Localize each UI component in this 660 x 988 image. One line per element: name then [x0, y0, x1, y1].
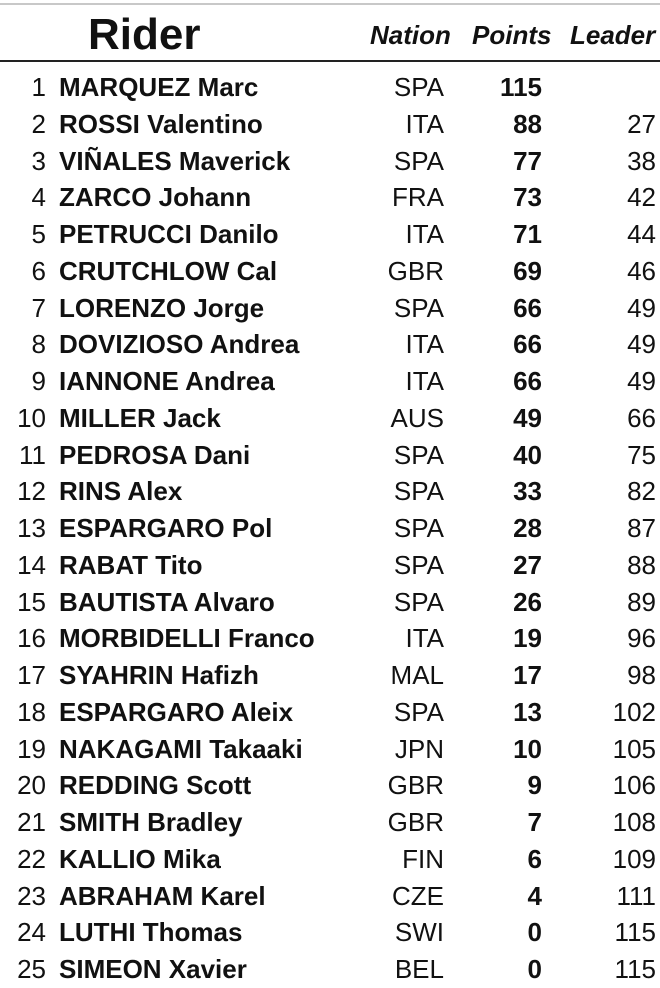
- rider-points: 7: [527, 807, 542, 837]
- standings-header: [0, 8, 660, 62]
- rider-position: 25: [17, 954, 46, 984]
- rider-name: ESPARGARO Aleix: [59, 696, 294, 727]
- rider-points: 10: [513, 733, 542, 764]
- rider-name: SIMEON Xavier: [59, 954, 247, 984]
- rider-nation: AUS: [390, 402, 444, 433]
- rider-nation: SPA: [393, 513, 444, 543]
- rider-points: 26: [513, 586, 542, 617]
- rider-position: 9: [31, 366, 46, 396]
- rider-points: 19: [513, 623, 542, 654]
- rider-name: RINS Alex: [59, 476, 183, 507]
- table-row: [0, 878, 660, 915]
- rider-nation: ITA: [405, 329, 444, 360]
- rider-nation: CZE: [392, 880, 444, 911]
- gap-to-leader: 66: [627, 402, 656, 433]
- rider-points: 0: [527, 917, 542, 948]
- rider-name: PEDROSA Dani: [59, 439, 251, 470]
- table-row: [0, 694, 660, 731]
- gap-to-leader: 46: [627, 255, 656, 286]
- rider-name: NAKAGAMI Takaaki: [59, 733, 303, 764]
- rider-nation: ITA: [405, 623, 444, 654]
- table-row: [0, 804, 660, 841]
- rider-name: BAUTISTA Alvaro: [59, 586, 275, 617]
- table-row: [0, 914, 660, 951]
- table-row: [0, 290, 660, 327]
- table-row: [0, 216, 660, 253]
- rider-name: CRUTCHLOW Cal: [59, 255, 278, 286]
- rider-position: 13: [17, 513, 46, 543]
- rider-position: 10: [17, 402, 46, 433]
- rider-name: VIÑALES Maverick: [59, 145, 291, 176]
- rider-name: SYAHRIN Hafizh: [59, 660, 259, 690]
- rider-points: 33: [513, 476, 542, 507]
- rider-nation: GBR: [387, 255, 444, 286]
- header-points: Points: [472, 20, 552, 50]
- standings-table: [0, 69, 660, 988]
- table-row: [0, 69, 660, 106]
- table-row: [0, 253, 660, 290]
- rider-nation: SPA: [393, 145, 444, 176]
- rider-nation: FIN: [402, 843, 444, 874]
- gap-to-leader: 115: [614, 954, 656, 984]
- rider-points: 66: [513, 366, 542, 396]
- rider-position: 2: [31, 108, 46, 139]
- rider-points: 115: [500, 72, 542, 102]
- table-row: [0, 473, 660, 510]
- rider-name: IANNONE Andrea: [59, 366, 275, 396]
- rider-name: ESPARGARO Pol: [59, 513, 273, 543]
- gap-to-leader: 42: [627, 182, 656, 213]
- table-row: [0, 437, 660, 474]
- gap-to-leader: 49: [627, 292, 656, 323]
- rider-points: 0: [527, 954, 542, 984]
- rider-position: 21: [17, 807, 46, 837]
- rider-points: 4: [527, 880, 542, 911]
- rider-nation: ITA: [405, 219, 444, 249]
- rider-points: 69: [513, 255, 542, 286]
- gap-to-leader: 115: [614, 917, 656, 948]
- table-row: [0, 510, 660, 547]
- table-row: [0, 400, 660, 437]
- rider-name: MILLER Jack: [59, 402, 221, 433]
- header-leader: Leader: [570, 20, 656, 50]
- rider-name: MORBIDELLI Franco: [59, 623, 315, 654]
- header-nation: Nation: [370, 20, 451, 50]
- rider-position: 20: [17, 770, 46, 801]
- table-row: [0, 841, 660, 878]
- rider-nation: SPA: [393, 476, 444, 507]
- rider-name: ABRAHAM Karel: [59, 880, 266, 911]
- rider-position: 18: [17, 696, 46, 727]
- rider-points: 66: [513, 329, 542, 360]
- gap-to-leader: 87: [627, 513, 656, 543]
- rider-nation: GBR: [387, 807, 444, 837]
- gap-to-leader: 105: [612, 733, 656, 764]
- rider-nation: FRA: [392, 182, 444, 213]
- gap-to-leader: 98: [627, 660, 656, 690]
- table-row: [0, 731, 660, 768]
- table-row: [0, 584, 660, 621]
- table-row: [0, 106, 660, 143]
- rider-position: 6: [31, 255, 46, 286]
- rider-points: 40: [513, 439, 542, 470]
- rider-nation: SPA: [393, 696, 444, 727]
- gap-to-leader: 108: [612, 807, 656, 837]
- table-row: [0, 620, 660, 657]
- rider-points: 13: [513, 696, 542, 727]
- gap-to-leader: 89: [627, 586, 656, 617]
- rider-nation: ITA: [405, 366, 444, 396]
- rider-points: 73: [513, 182, 542, 213]
- table-row: [0, 143, 660, 180]
- rider-name: ROSSI Valentino: [59, 108, 263, 139]
- table-row: [0, 179, 660, 216]
- rider-position: 15: [17, 586, 46, 617]
- gap-to-leader: 102: [612, 696, 656, 727]
- rider-nation: BEL: [394, 954, 444, 984]
- rider-name: ZARCO Johann: [59, 182, 252, 213]
- rider-position: 11: [19, 439, 46, 470]
- rider-points: 49: [513, 402, 542, 433]
- rider-points: 71: [513, 219, 542, 249]
- gap-to-leader: 82: [627, 476, 656, 507]
- rider-nation: MAL: [390, 660, 444, 690]
- table-row: [0, 326, 660, 363]
- rider-points: 6: [527, 843, 542, 874]
- rider-points: 28: [513, 513, 542, 543]
- rider-position: 23: [17, 880, 46, 911]
- rider-position: 4: [31, 182, 46, 213]
- rider-position: 3: [31, 145, 46, 176]
- rider-nation: SPA: [393, 72, 444, 102]
- gap-to-leader: 44: [627, 219, 656, 249]
- table-row: [0, 767, 660, 804]
- gap-to-leader: 27: [627, 108, 656, 139]
- rider-position: 16: [17, 623, 46, 654]
- rider-position: 1: [31, 72, 46, 102]
- rider-nation: GBR: [387, 770, 444, 801]
- top-divider: [0, 3, 660, 5]
- rider-points: 17: [513, 660, 542, 690]
- gap-to-leader: 49: [627, 329, 656, 360]
- rider-name: DOVIZIOSO Andrea: [59, 329, 300, 360]
- rider-name: RABAT Tito: [59, 549, 203, 580]
- table-row: [0, 951, 660, 988]
- gap-to-leader: 109: [612, 843, 656, 874]
- rider-position: 8: [31, 329, 46, 360]
- rider-points: 9: [527, 770, 542, 801]
- rider-name: KALLIO Mika: [59, 843, 221, 874]
- rider-nation: SPA: [393, 549, 444, 580]
- rider-position: 12: [17, 476, 46, 507]
- rider-nation: SPA: [393, 439, 444, 470]
- rider-position: 5: [31, 219, 46, 249]
- rider-nation: ITA: [405, 108, 444, 139]
- rider-position: 17: [17, 660, 46, 690]
- rider-name: SMITH Bradley: [59, 807, 243, 837]
- rider-name: LUTHI Thomas: [59, 917, 243, 948]
- rider-position: 7: [31, 292, 46, 323]
- table-row: [0, 547, 660, 584]
- rider-nation: SPA: [393, 292, 444, 323]
- rider-points: 27: [513, 549, 542, 580]
- rider-name: MARQUEZ Marc: [59, 72, 259, 102]
- rider-name: REDDING Scott: [59, 770, 252, 801]
- rider-nation: SWI: [394, 917, 444, 948]
- rider-name: LORENZO Jorge: [59, 292, 265, 323]
- gap-to-leader: 111: [616, 880, 656, 911]
- rider-nation: SPA: [393, 586, 444, 617]
- header-rider: Rider: [88, 10, 201, 59]
- rider-name: PETRUCCI Danilo: [59, 219, 279, 249]
- table-row: [0, 657, 660, 694]
- rider-points: 77: [513, 145, 542, 176]
- rider-nation: JPN: [394, 733, 444, 764]
- table-row: [0, 363, 660, 400]
- gap-to-leader: 49: [627, 366, 656, 396]
- rider-points: 66: [513, 292, 542, 323]
- rider-position: 24: [17, 917, 46, 948]
- gap-to-leader: 88: [627, 549, 656, 580]
- gap-to-leader: 96: [627, 623, 656, 654]
- rider-position: 19: [17, 733, 46, 764]
- rider-points: 88: [513, 108, 542, 139]
- gap-to-leader: 75: [627, 439, 656, 470]
- gap-to-leader: 106: [612, 770, 656, 801]
- gap-to-leader: 38: [627, 145, 656, 176]
- rider-position: 14: [17, 549, 46, 580]
- rider-position: 22: [17, 843, 46, 874]
